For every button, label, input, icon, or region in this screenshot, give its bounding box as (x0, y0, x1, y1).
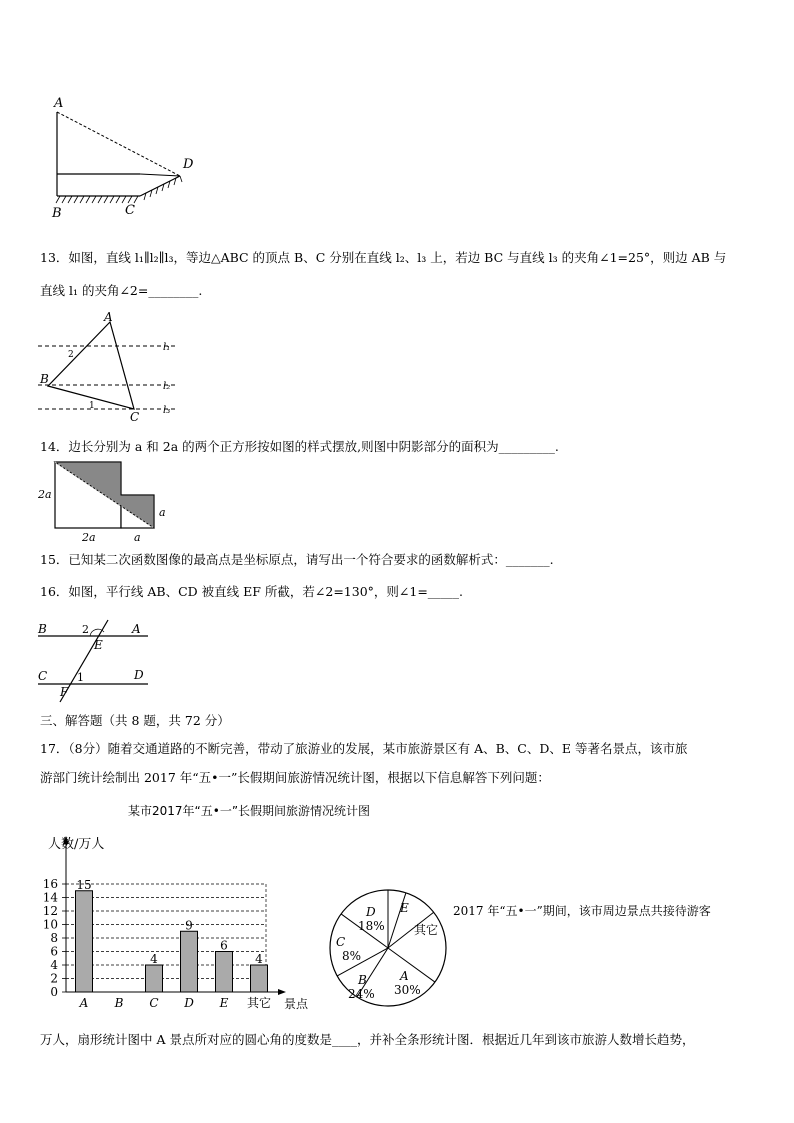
y-tick-label: 10 (42, 917, 58, 932)
y-tick-label: 14 (42, 890, 58, 905)
figure-q13 (38, 310, 188, 425)
y-tick-label: 4 (50, 958, 58, 972)
pie-slice-pct: 18% (358, 919, 385, 933)
fig12-label-d: D (183, 157, 194, 172)
q14-line1: 14．边长分别为 a 和 2a 的两个正方形按如图的样式摆放,则图中阴影部分的面积为_________. (40, 439, 559, 454)
q13-line1: 13．如图，直线 l₁∥l₂∥l₃，等边△ABC 的顶点 B、C 分别在直线 l₂、l₃ 上，若边 BC 与直线 l₃ 的夹角∠1=25°，则边 AB 与 (40, 250, 727, 265)
fig14-label-right: a (159, 506, 166, 519)
x-tick-label: C (149, 996, 159, 1010)
fig14-label-bottom: 2a (82, 531, 96, 544)
x-axis-label: 景点 (284, 997, 309, 1011)
pie-slice-label: B (358, 973, 367, 987)
fig16-angle-1: 1 (77, 671, 84, 684)
bar-data-label: 4 (255, 952, 263, 966)
pie-side-text: 2017 年“五•一”期间，该市周边景点共接待游客 (453, 904, 711, 918)
bar-data-label: 15 (76, 877, 92, 892)
fig13-label-l1: l₁ (163, 342, 171, 353)
figure-q12 (40, 90, 200, 220)
bar-C (146, 965, 163, 992)
pie-slice-label: D (366, 905, 376, 919)
q13-line2: 直线 l₁ 的夹角∠2=________. (40, 283, 203, 298)
y-tick-label: 6 (50, 944, 58, 959)
figure-q14 (38, 458, 178, 544)
pie-slice-label: C (336, 935, 346, 949)
fig16-angle-2: 2 (82, 623, 89, 636)
bar-D (181, 931, 198, 992)
fig13-label-c: C (130, 410, 140, 424)
y-tick-label: 12 (42, 904, 58, 918)
fig16-label-c: C (38, 669, 48, 683)
fig13-label-a: A (104, 310, 113, 324)
x-tick-label: A (79, 996, 89, 1010)
fig14-label-left: 2a (38, 488, 52, 501)
x-tick-label: E (219, 996, 229, 1010)
fig13-angle-1: 1 (89, 401, 95, 411)
pie-slice-pct: 30% (394, 983, 421, 997)
q17-line1: 17．（8分）随着交通道路的不断完善，带动了旅游业的发展，某市旅游景区有 A、B、C、D、E 等著名景点，该市旅 (40, 741, 688, 756)
bar-其它 (251, 965, 268, 992)
x-tick-label: B (114, 996, 124, 1010)
bar-data-label: 9 (185, 918, 193, 933)
fig13-angle-2: 2 (68, 350, 74, 360)
fig16-label-f: F (60, 685, 69, 699)
bar-data-label: 6 (220, 938, 228, 953)
q17-line2: 游部门统计绘制出 2017 年“五•一”长假期间旅游情况统计图，根据以下信息解答下列问题： (40, 770, 550, 785)
q17-line3: 万人，扇形统计图中 A 景点所对应的圆心角的度数是____，并补全条形统计图．根据近几年到该市旅游人数增长趋势， (40, 1032, 695, 1047)
fig14-label-bottom2: a (134, 531, 141, 544)
pie-slice-label: 其它 (414, 923, 439, 937)
bar-E (216, 952, 233, 993)
y-axis-label: 人数/万人 (48, 837, 105, 852)
fig16-label-e: E (94, 638, 103, 652)
fig13-label-b: B (40, 372, 49, 386)
x-tick-label: D (184, 996, 194, 1010)
fig16-label-a: A (132, 622, 141, 636)
y-tick-label: 0 (50, 985, 58, 999)
fig16-label-b: B (38, 622, 47, 636)
x-axis-arrow (278, 989, 286, 995)
figure-q16 (36, 612, 156, 704)
y-tick-label: 16 (42, 877, 58, 891)
fig12-label-a: A (54, 96, 64, 111)
pie-slice-label: A (400, 969, 409, 983)
section-3-heading: 三、解答题（共 8 题，共 72 分） (40, 713, 230, 728)
pie-slice-label: E (400, 901, 409, 915)
q16-line1: 16．如图，平行线 AB、CD 被直线 EF 所截，若∠2=130°，则∠1=_____. (40, 584, 464, 599)
pie-chart (328, 888, 448, 1008)
chart-title: 某市2017年“五•一”长假期间旅游情况统计图 (128, 804, 371, 818)
fig12-label-b: B (52, 206, 62, 220)
fig13-label-l3: l₃ (163, 405, 171, 416)
fig12-label-c: C (125, 203, 135, 218)
pie-slice-pct: 8% (342, 949, 362, 963)
bar-A (76, 891, 93, 992)
bar-data-label: 4 (150, 952, 158, 966)
y-tick-label: 8 (50, 931, 58, 945)
bar-chart (36, 830, 321, 1015)
fig16-label-d: D (134, 668, 144, 682)
x-tick-label: 其它 (246, 996, 272, 1010)
fig13-label-l2: l₂ (163, 381, 171, 392)
pie-slice-pct: 24% (348, 987, 375, 1001)
q15-line1: 15．已知某二次函数图像的最高点是坐标原点，请写出一个符合要求的函数解析式：_______. (40, 552, 554, 567)
y-tick-label: 2 (50, 971, 58, 986)
